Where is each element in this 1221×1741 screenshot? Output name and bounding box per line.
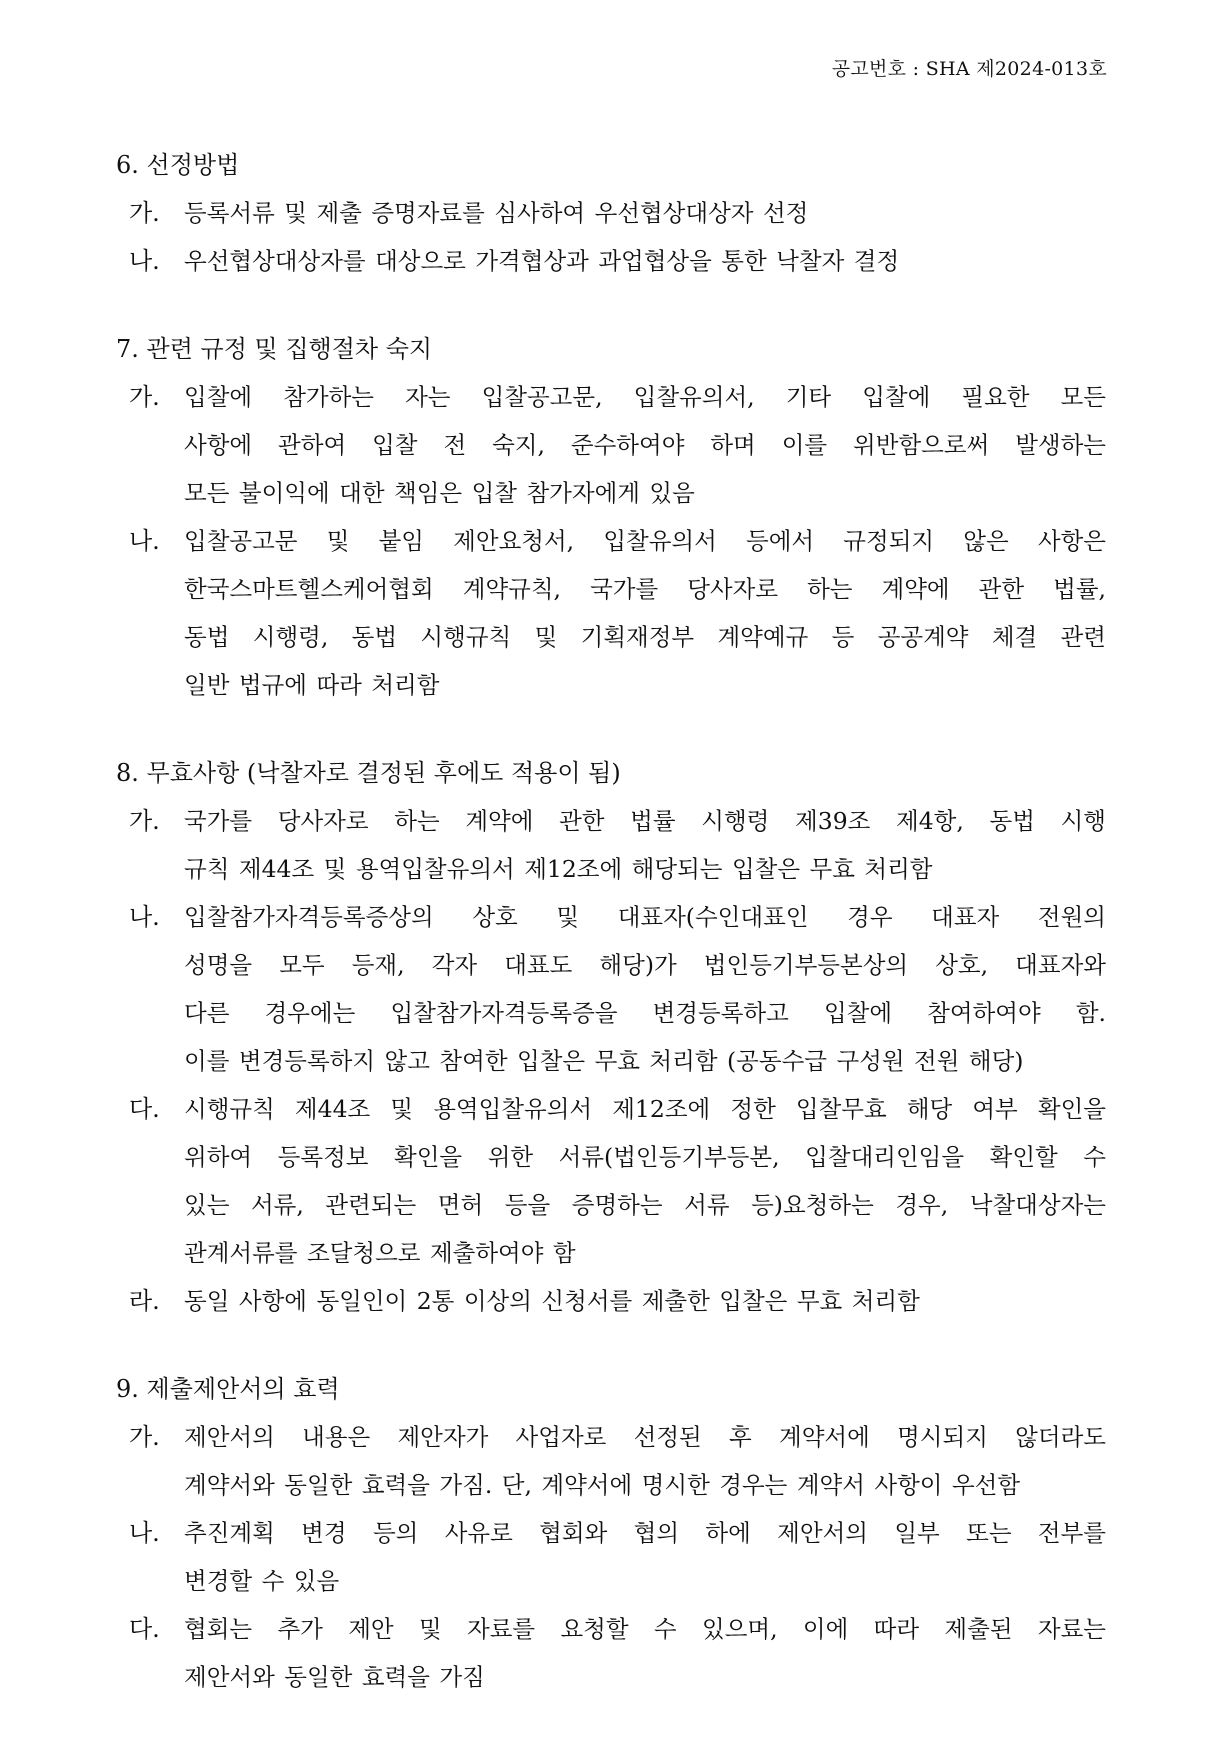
item-text-line: 계약서와 동일한 효력을 가짐. 단, 계약서에 명시한 경우는 계약서 사항이 우선함 <box>184 1471 1021 1499</box>
item-marker: 나. <box>129 903 160 931</box>
item-marker: 가. <box>129 1423 160 1451</box>
item-text-line: 입찰공고문 및 붙임 제안요청서, 입찰유의서 등에서 규정되지 않은 사항은 <box>184 527 1106 555</box>
item-text-line: 동법 시행령, 동법 시행규칙 및 기획재정부 계약예규 등 공공계약 체결 관련 <box>184 623 1106 651</box>
section <box>116 749 1106 1325</box>
document-body <box>116 141 1106 1741</box>
item-text-line: 있는 서류, 관련되는 면허 등을 증명하는 서류 등)요청하는 경우, 낙찰대상자는 <box>184 1191 1106 1219</box>
section-title: 6. 선정방법 <box>116 151 240 179</box>
item-text-line: 일반 법규에 따라 처리함 <box>184 671 440 699</box>
list-item <box>116 1085 1106 1277</box>
section <box>116 1365 1106 1701</box>
list-item <box>116 189 1106 237</box>
item-marker: 가. <box>129 199 160 227</box>
list-item <box>116 237 1106 285</box>
section-title: 9. 제출제안서의 효력 <box>116 1375 340 1403</box>
item-marker: 나. <box>129 247 160 275</box>
item-text-line: 제안서와 동일한 효력을 가짐 <box>184 1663 485 1691</box>
item-marker: 가. <box>129 807 160 835</box>
item-text-line: 입찰참가자격등록증상의 상호 및 대표자(수인대표인 경우 대표자 전원의 <box>184 903 1106 931</box>
section <box>116 141 1106 285</box>
item-marker: 나. <box>129 527 160 555</box>
item-text-line: 시행규칙 제44조 및 용역입찰유의서 제12조에 정한 입찰무효 해당 여부 확인을 <box>184 1095 1106 1123</box>
item-text-line: 등록서류 및 제출 증명자료를 심사하여 우선협상대상자 선정 <box>184 199 809 227</box>
item-text-line: 관계서류를 조달청으로 제출하여야 함 <box>184 1239 576 1267</box>
notice-number: 공고번호 : SHA 제2024-013호 <box>831 58 1107 80</box>
list-item <box>116 1605 1106 1701</box>
item-text-line: 모든 불이익에 대한 책임은 입찰 참가자에게 있음 <box>184 479 695 507</box>
item-text-line: 성명을 모두 등재, 각자 대표도 해당)가 법인등기부등본상의 상호, 대표자와 <box>184 951 1106 979</box>
list-item <box>116 1509 1106 1605</box>
item-text-line: 동일 사항에 동일인이 2통 이상의 신청서를 제출한 입찰은 무효 처리함 <box>184 1287 920 1315</box>
item-marker: 가. <box>129 383 160 411</box>
section-title: 7. 관련 규정 및 집행절차 숙지 <box>116 335 433 363</box>
item-text-line: 다른 경우에는 입찰참가자격등록증을 변경등록하고 입찰에 참여하여야 함. <box>184 999 1106 1027</box>
list-item <box>116 893 1106 1085</box>
item-marker: 나. <box>129 1519 160 1547</box>
item-text-line: 변경할 수 있음 <box>184 1567 340 1595</box>
item-marker: 다. <box>129 1095 160 1123</box>
item-text-line: 제안서의 내용은 제안자가 사업자로 선정된 후 계약서에 명시되지 않더라도 <box>184 1423 1106 1451</box>
item-marker: 다. <box>129 1615 160 1643</box>
section-title: 8. 무효사항 (낙찰자로 결정된 후에도 적용이 됨) <box>116 759 621 787</box>
item-text-line: 추진계획 변경 등의 사유로 협회와 협의 하에 제안서의 일부 또는 전부를 <box>184 1519 1106 1547</box>
item-marker: 라. <box>129 1287 160 1315</box>
item-text-line: 이를 변경등록하지 않고 참여한 입찰은 무효 처리함 (공동수급 구성원 전원 해당) <box>184 1047 1024 1075</box>
item-text-line: 입찰에 참가하는 자는 입찰공고문, 입찰유의서, 기타 입찰에 필요한 모든 <box>184 383 1106 411</box>
list-item <box>116 517 1106 709</box>
item-text-line: 규칙 제44조 및 용역입찰유의서 제12조에 해당되는 입찰은 무효 처리함 <box>184 855 933 883</box>
section <box>116 325 1106 709</box>
list-item <box>116 797 1106 893</box>
list-item <box>116 1413 1106 1509</box>
item-text-line: 위하여 등록정보 확인을 위한 서류(법인등기부등본, 입찰대리인임을 확인할 수 <box>184 1143 1106 1171</box>
list-item <box>116 373 1106 517</box>
item-text-line: 우선협상대상자를 대상으로 가격협상과 과업협상을 통한 낙찰자 결정 <box>184 247 900 275</box>
item-text-line: 협회는 추가 제안 및 자료를 요청할 수 있으며, 이에 따라 제출된 자료는 <box>184 1615 1106 1643</box>
list-item <box>116 1277 1106 1325</box>
item-text-line: 국가를 당사자로 하는 계약에 관한 법률 시행령 제39조 제4항, 동법 시행 <box>184 807 1106 835</box>
item-text-line: 한국스마트헬스케어협회 계약규칙, 국가를 당사자로 하는 계약에 관한 법률, <box>184 575 1106 603</box>
item-text-line: 사항에 관하여 입찰 전 숙지, 준수하여야 하며 이를 위반함으로써 발생하는 <box>184 431 1106 459</box>
